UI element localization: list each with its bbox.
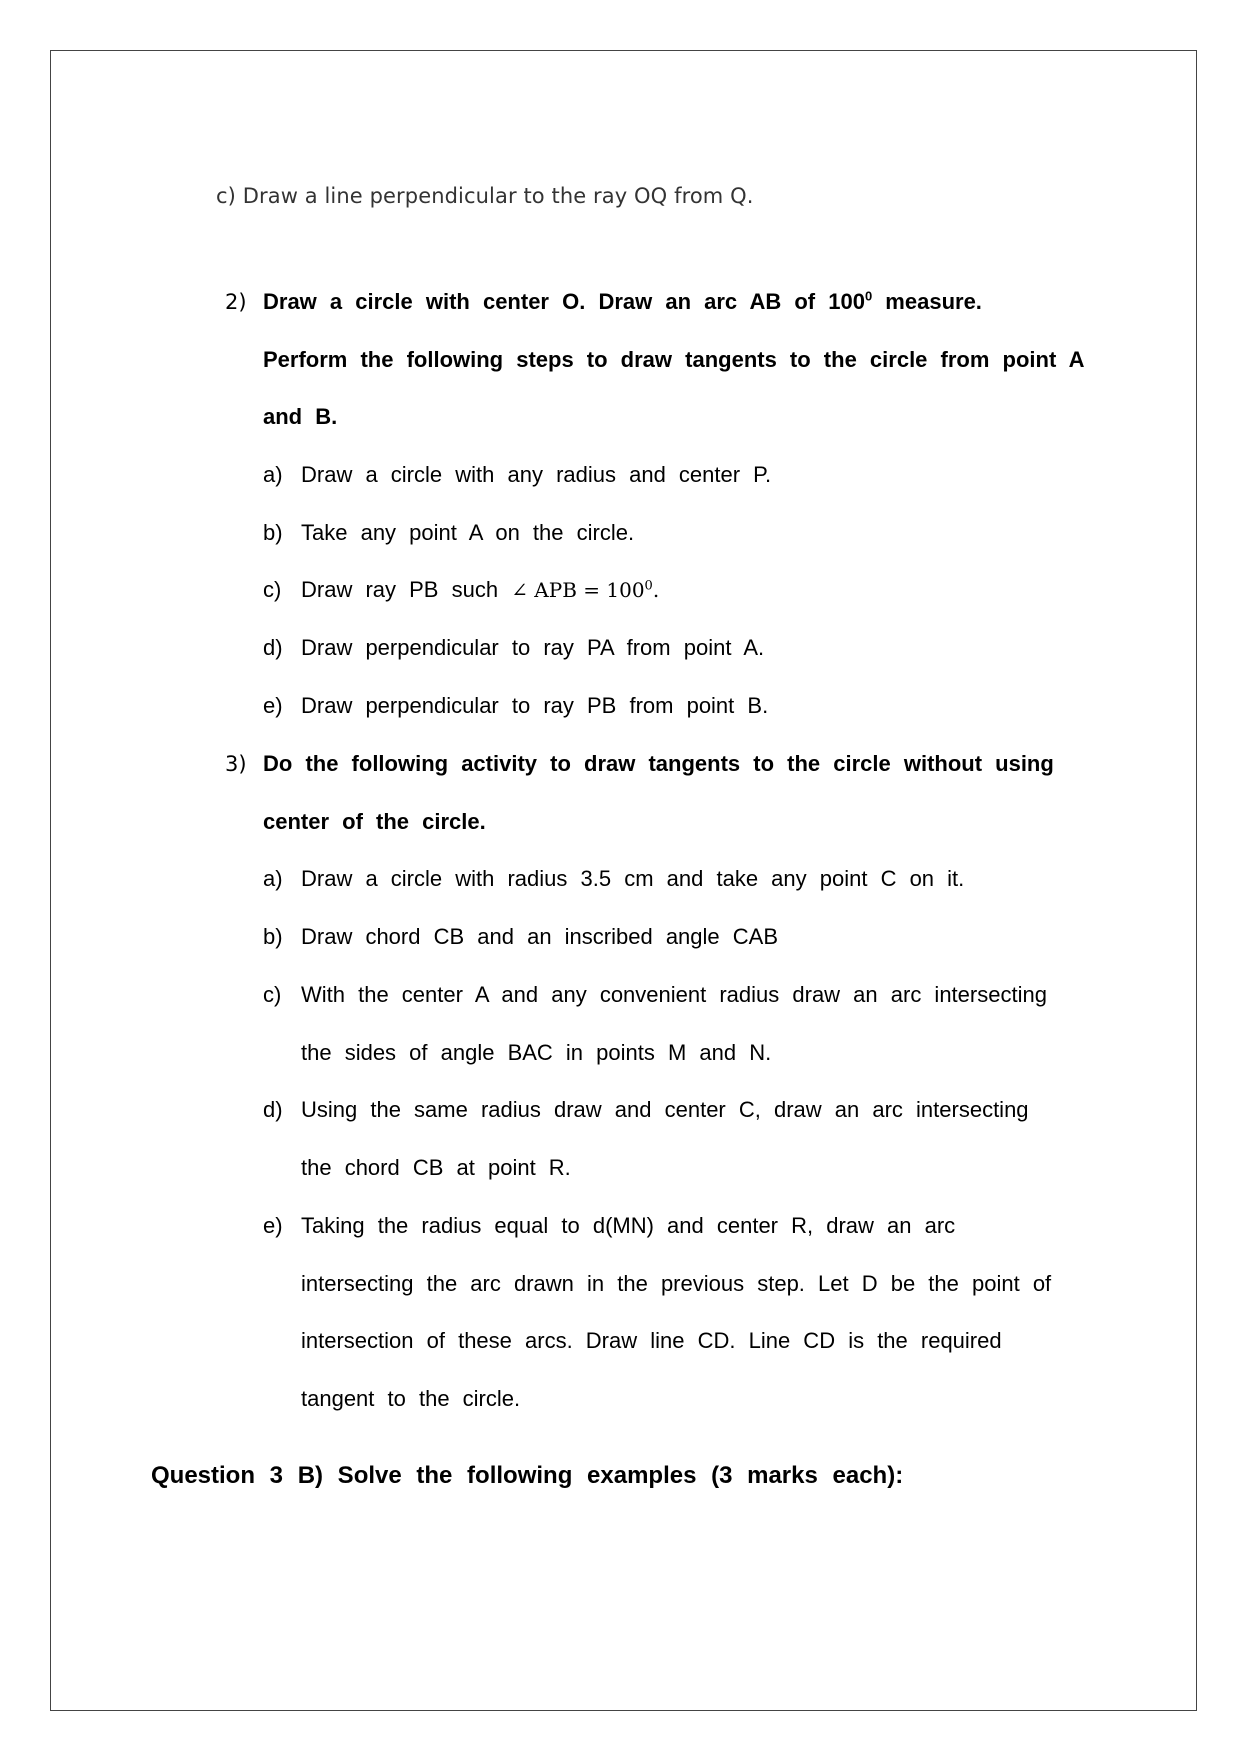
q3-heading-line1	[225, 750, 1054, 778]
q2-heading-line1	[225, 288, 982, 316]
q2-step-a	[263, 461, 771, 489]
q2-line1-pre: Draw a circle with center O. Draw an arc AB of 100	[263, 289, 865, 314]
intro-label: c)	[216, 184, 236, 208]
step-text: Draw perpendicular to ray PA from point A.	[301, 635, 765, 660]
step-text: With the center A and any convenient radius draw an arc intersecting	[301, 982, 1047, 1007]
step-text: Draw a circle with any radius and center P.	[301, 462, 772, 487]
step-label: c)	[263, 577, 282, 602]
q3-step-e	[263, 1212, 955, 1240]
q2-step-e	[263, 692, 768, 720]
q2-heading-line2: Perform the following steps to draw tangents to the circle from point A	[263, 347, 1085, 372]
q3-step-e-cont1: intersecting the arc drawn in the previous step. Let D be the point of	[301, 1271, 1052, 1296]
step-text: Draw ray PB such	[301, 577, 499, 602]
step-text: Using the same radius draw and center C, draw an arc intersecting	[301, 1097, 1029, 1122]
angle-end: .	[652, 578, 660, 602]
q2-number: 2)	[225, 290, 247, 314]
question-3b-heading: Question 3 B) Solve the following examples (3 marks each):	[151, 1462, 904, 1489]
q3-line1: Do the following activity to draw tangents to the circle without using	[263, 751, 1054, 776]
step-label: a)	[263, 462, 283, 487]
step-label: b)	[263, 520, 283, 545]
q3-step-e-cont2: intersection of these arcs. Draw line CD. Line CD is the required	[301, 1328, 1002, 1353]
q2-heading-line3: and B.	[263, 404, 338, 429]
angle-math: ∠ APB = 100	[511, 578, 645, 602]
q3-step-d-cont: the chord CB at point R.	[301, 1155, 571, 1180]
q3-step-a	[263, 865, 964, 893]
step-text: Draw a circle with radius 3.5 cm and take any point C on it.	[301, 866, 965, 891]
step-text: Taking the radius equal to d(MN) and center R, draw an arc	[301, 1213, 956, 1238]
q3-step-c	[263, 981, 1047, 1009]
step-label: d)	[263, 1097, 283, 1122]
step-label: e)	[263, 693, 283, 718]
q3-heading-line2: center of the circle.	[263, 809, 486, 834]
q2-step-d	[263, 634, 764, 662]
q2-line1-sup: 0	[864, 288, 873, 304]
step-text: Draw chord CB and an inscribed angle CAB	[301, 924, 779, 949]
step-label: b)	[263, 924, 283, 949]
q3-step-c-cont: the sides of angle BAC in points M and N.	[301, 1040, 772, 1065]
q3-step-e-cont3: tangent to the circle.	[301, 1386, 521, 1411]
step-text: Draw perpendicular to ray PB from point B.	[301, 693, 769, 718]
step-label: e)	[263, 1213, 283, 1238]
step-label: c)	[263, 982, 282, 1007]
q2-step-c	[263, 576, 659, 604]
q2-step-b	[263, 519, 634, 547]
step-label: a)	[263, 866, 283, 891]
angle-expression	[511, 578, 659, 602]
intro-line	[216, 182, 754, 210]
q3-step-b	[263, 923, 778, 951]
q2-line1-post: measure.	[872, 289, 982, 314]
intro-text: Draw a line perpendicular to the ray OQ from Q.	[242, 184, 754, 208]
angle-sup: 0	[644, 578, 653, 594]
q3-number: 3)	[225, 752, 247, 776]
step-label: d)	[263, 635, 283, 660]
q3-step-d	[263, 1096, 1029, 1124]
step-text: Take any point A on the circle.	[301, 520, 635, 545]
